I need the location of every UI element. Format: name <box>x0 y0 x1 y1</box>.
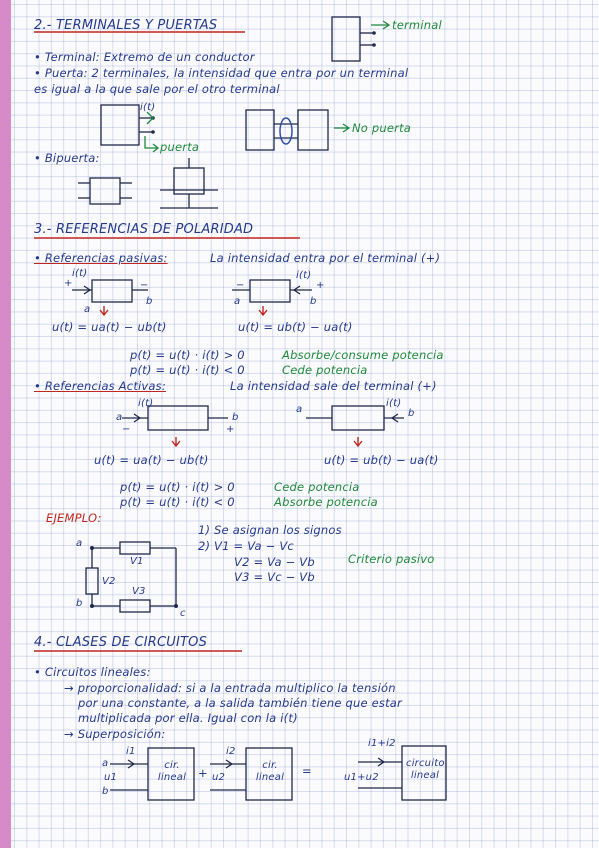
sec4-title: 4.- CLASES DE CIRCUITOS <box>34 635 208 650</box>
active-power-neg: p(t) = u(t) · i(t) < 0 <box>120 495 235 509</box>
passive-power-neg-result: Cede potencia <box>282 363 368 377</box>
passive-ref-heading: • Referencias pasivas: <box>34 251 168 265</box>
example-node-b: b <box>76 598 83 609</box>
bipuerta-label: • Bipuerta: <box>34 151 100 165</box>
active-ref-heading: • Referencias Activas: <box>34 379 166 393</box>
passive-power-pos-result: Absorbe/consume potencia <box>282 348 444 362</box>
sec2-line3: es igual a la que sale por el otro terminal <box>34 82 280 96</box>
sup-u1: u1 <box>104 772 118 783</box>
sup-box2-label: cir. lineal <box>255 760 285 783</box>
active-element-1 <box>122 406 228 446</box>
sec2-line1: • Terminal: Extremo de un conductor <box>34 50 255 64</box>
active2-equation: u(t) = ub(t) − ua(t) <box>324 453 439 467</box>
puerta-label: puerta <box>160 140 200 154</box>
active-ref-text: La intensidad sale del terminal (+) <box>230 379 437 393</box>
active2-node-a: a <box>296 404 303 415</box>
passive1-node-b: b <box>146 296 153 307</box>
passive2-node-b: b <box>310 296 317 307</box>
passive-power-pos: p(t) = u(t) · i(t) > 0 <box>130 348 245 362</box>
sup-equals: = <box>302 764 312 778</box>
example-criterio: Criterio pasivo <box>348 552 435 566</box>
superposition-heading: → Superposición: <box>64 727 166 741</box>
example-node-c: c <box>180 608 186 619</box>
example-v2: V2 <box>102 576 116 587</box>
sup-u2: u2 <box>212 772 226 783</box>
active2-current: i(t) <box>386 398 402 409</box>
passive1-node-a: a <box>84 304 91 315</box>
sup-i1: i1 <box>126 746 136 757</box>
terminal-box-diagram <box>332 17 389 61</box>
passive1-equation: u(t) = ua(t) − ub(t) <box>52 320 167 334</box>
active2-node-b: b <box>408 408 415 419</box>
active1-node-b: b <box>232 412 239 423</box>
sup-i2: i2 <box>226 746 236 757</box>
example-circuit <box>86 542 178 612</box>
active-power-neg-result: Absorbe potencia <box>274 495 378 509</box>
sup-box1-label: cir. lineal <box>157 760 187 783</box>
passive2-current: i(t) <box>296 270 312 281</box>
sec2-line2: • Puerta: 2 terminales, la intensidad que entra por un terminal <box>34 66 409 80</box>
example-step2: 2) V1 = Va − Vc <box>198 539 294 553</box>
sup-sum-u: u1+u2 <box>344 772 379 783</box>
sec3-title: 3.- REFERENCIAS DE POLARIDAD <box>34 222 254 237</box>
puerta-current-label: i(t) <box>140 102 156 113</box>
sup-node-b1: b <box>102 786 109 797</box>
example-step3: V2 = Va − Vb <box>234 555 315 569</box>
example-step4: V3 = Vc − Vb <box>234 570 315 584</box>
active1-equation: u(t) = ua(t) − ub(t) <box>94 453 209 467</box>
example-step1: 1) Se asignan los signos <box>198 523 342 537</box>
terminal-annotation: terminal <box>392 18 442 32</box>
proportionality-line2: por una constante, a la salida también tiene que estar <box>78 696 402 710</box>
sup-plus: + <box>198 766 208 780</box>
sup-box3-label: circuito lineal <box>406 758 445 781</box>
linear-circuits-heading: • Circuitos lineales: <box>34 665 151 679</box>
sup-sum-i: i1+i2 <box>368 738 396 749</box>
example-node-a: a <box>76 538 83 549</box>
active-element-2 <box>306 406 404 446</box>
bipuerta-diagram <box>78 158 218 208</box>
active-power-pos-result: Cede potencia <box>274 480 360 494</box>
no-puerta-diagram <box>246 110 349 150</box>
sec2-title: 2.- TERMINALES Y PUERTAS <box>34 18 218 33</box>
passive-ref-text: La intensidad entra por el terminal (+) <box>210 251 441 265</box>
example-title: EJEMPLO: <box>46 511 102 525</box>
passive2-node-a: a <box>234 296 241 307</box>
proportionality-line1: → proporcionalidad: si a la entrada multiplico la tensión <box>64 681 396 695</box>
passive-power-neg: p(t) = u(t) · i(t) < 0 <box>130 363 245 377</box>
example-v1: V1 <box>130 556 144 567</box>
active1-node-a: a <box>116 412 123 423</box>
active1-current: i(t) <box>138 398 154 409</box>
passive2-equation: u(t) = ub(t) − ua(t) <box>238 320 353 334</box>
example-v3: V3 <box>132 586 146 597</box>
sup-node-a1: a <box>102 758 109 769</box>
active-power-pos: p(t) = u(t) · i(t) > 0 <box>120 480 235 494</box>
proportionality-line3: multiplicada por ella. Igual con la i(t) <box>78 711 298 725</box>
no-puerta-label: No puerta <box>352 121 412 135</box>
passive1-current: i(t) <box>72 268 88 279</box>
